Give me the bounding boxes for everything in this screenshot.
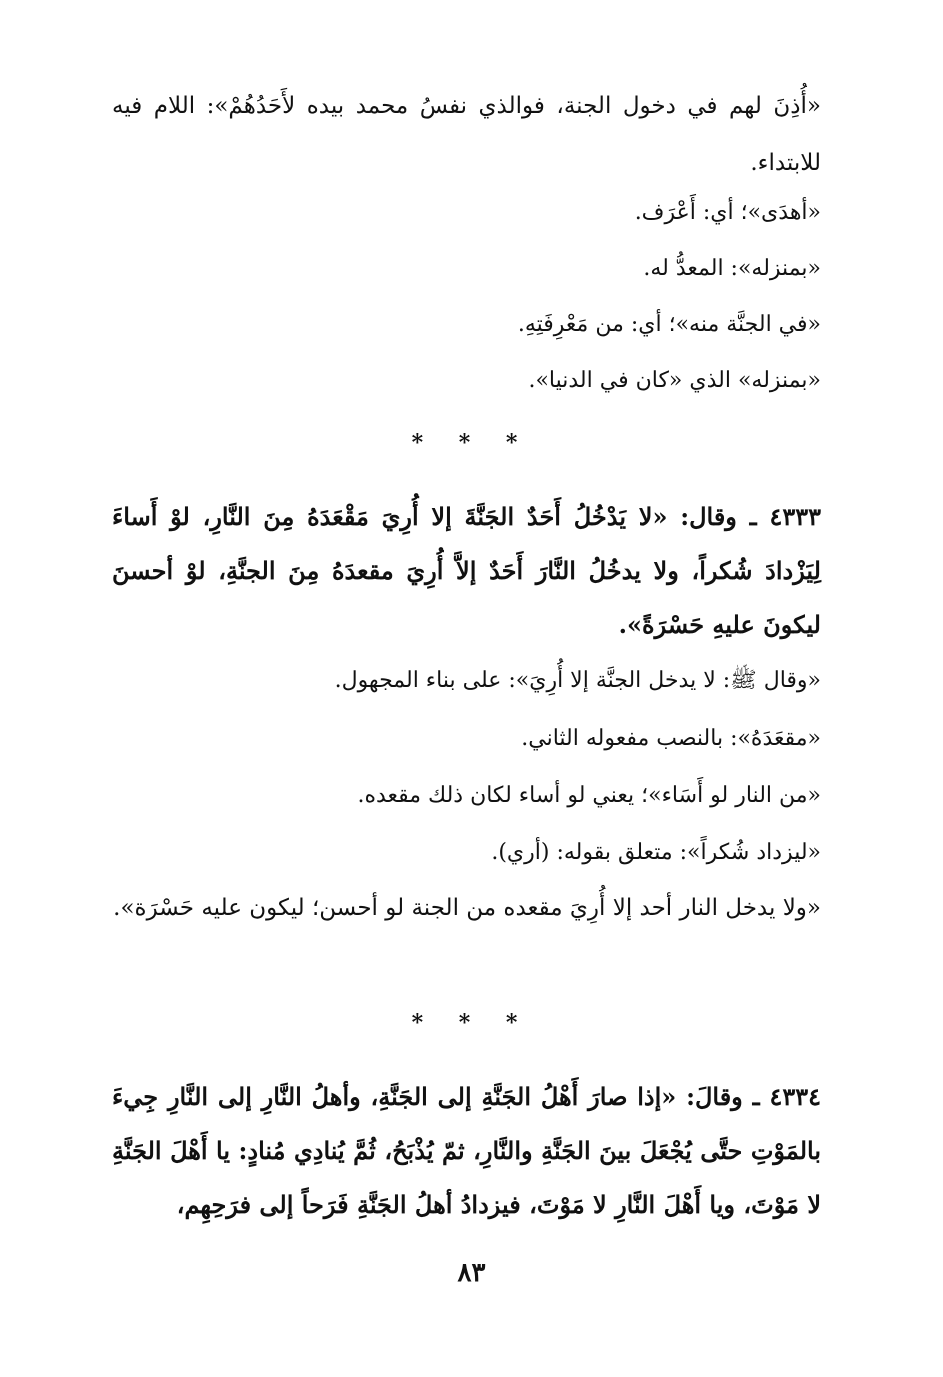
gloss-line-kana-fid-dunya: «بمنزله» الذي «كان في الدنيا». — [528, 368, 821, 393]
page-number: ٨٣ — [457, 1258, 486, 1288]
section-separator: * * * — [411, 430, 532, 456]
gloss-line-wa-qala: «وقال ﷺ: لا يدخل الجنَّة إلا أُرِيَ»: على بناء المجهول. — [334, 668, 821, 693]
gloss-paragraph-la-yadkhul: «ولا يدخل النار أحد إلا أُرِيَ مقعده من الجنة لو أحسن؛ ليكون عليه حَسْرَة». — [113, 895, 821, 921]
gloss-line-min-an-nar: «من النار لو أَسَاء»؛ يعني لو أساء لكان ذلك مقعده. — [357, 783, 821, 808]
hadith-4334: ٤٣٣٤ ـ وقالَ: «إذا صارَ أَهْلُ الجَنَّةِ إلى الجَنَّةِ، وأهلُ النَّارِ إلى النَّارِ جِيءَ بالمَوْتِ حتَّى يُجْعَلَ بينَ الجَنَّةِ والنَّارِ، ثمّ يُذْبَحُ، ثُمَّ يُنادِي مُنادٍ: يا أَهْلَ الجَنَّةِ لا مَوْتَ، ويا أَهْلَ النَّارِ لا مَوْتَ، فيزدادُ أهلُ الجَنَّةِ فَرَحاً إلى فرَحِهِم، — [112, 1082, 821, 1219]
gloss-line-liyazdad: «ليزداد شُكراً»: متعلق بقوله: (أري). — [491, 840, 821, 865]
gloss-line-fil-janna: «في الجنَّة منه»؛ أي: من مَعْرِفَتِهِ. — [517, 312, 821, 337]
intro-paragraph: «أُذِنَ لهم في دخول الجنة، فوالذي نفسُ محمد بيده لأَحَدُهُمْ»: اللام فيه للابتداء. — [112, 93, 821, 176]
section-separator-2: * * * — [411, 1010, 532, 1036]
gloss-line-bimanzilihi: «بمنزله»: المعدُّ له. — [643, 256, 821, 281]
gloss-line-maqadahu: «مقعَدَهُ»: بالنصب مفعوله الثاني. — [521, 726, 821, 751]
gloss-line-ahda: «أهدَى»؛ أي: أَعْرَف. — [634, 200, 821, 225]
hadith-4333: ٤٣٣٣ ـ وقال: «لا يَدْخُلُ أَحَدٌ الجَنَّةَ إلا أُرِيَ مَقْعَدَهُ مِنَ النَّارِ، لوْ أَساءَ لِيَزْدادَ شُكراً، ولا يدخُلُ النَّارَ أَحَدٌ إلاَّ أُرِيَ مقعدَهُ مِنَ الجنَّةِ، لوْ أحسنَ ليكونَ عليهِ حَسْرَةً». — [112, 502, 821, 639]
